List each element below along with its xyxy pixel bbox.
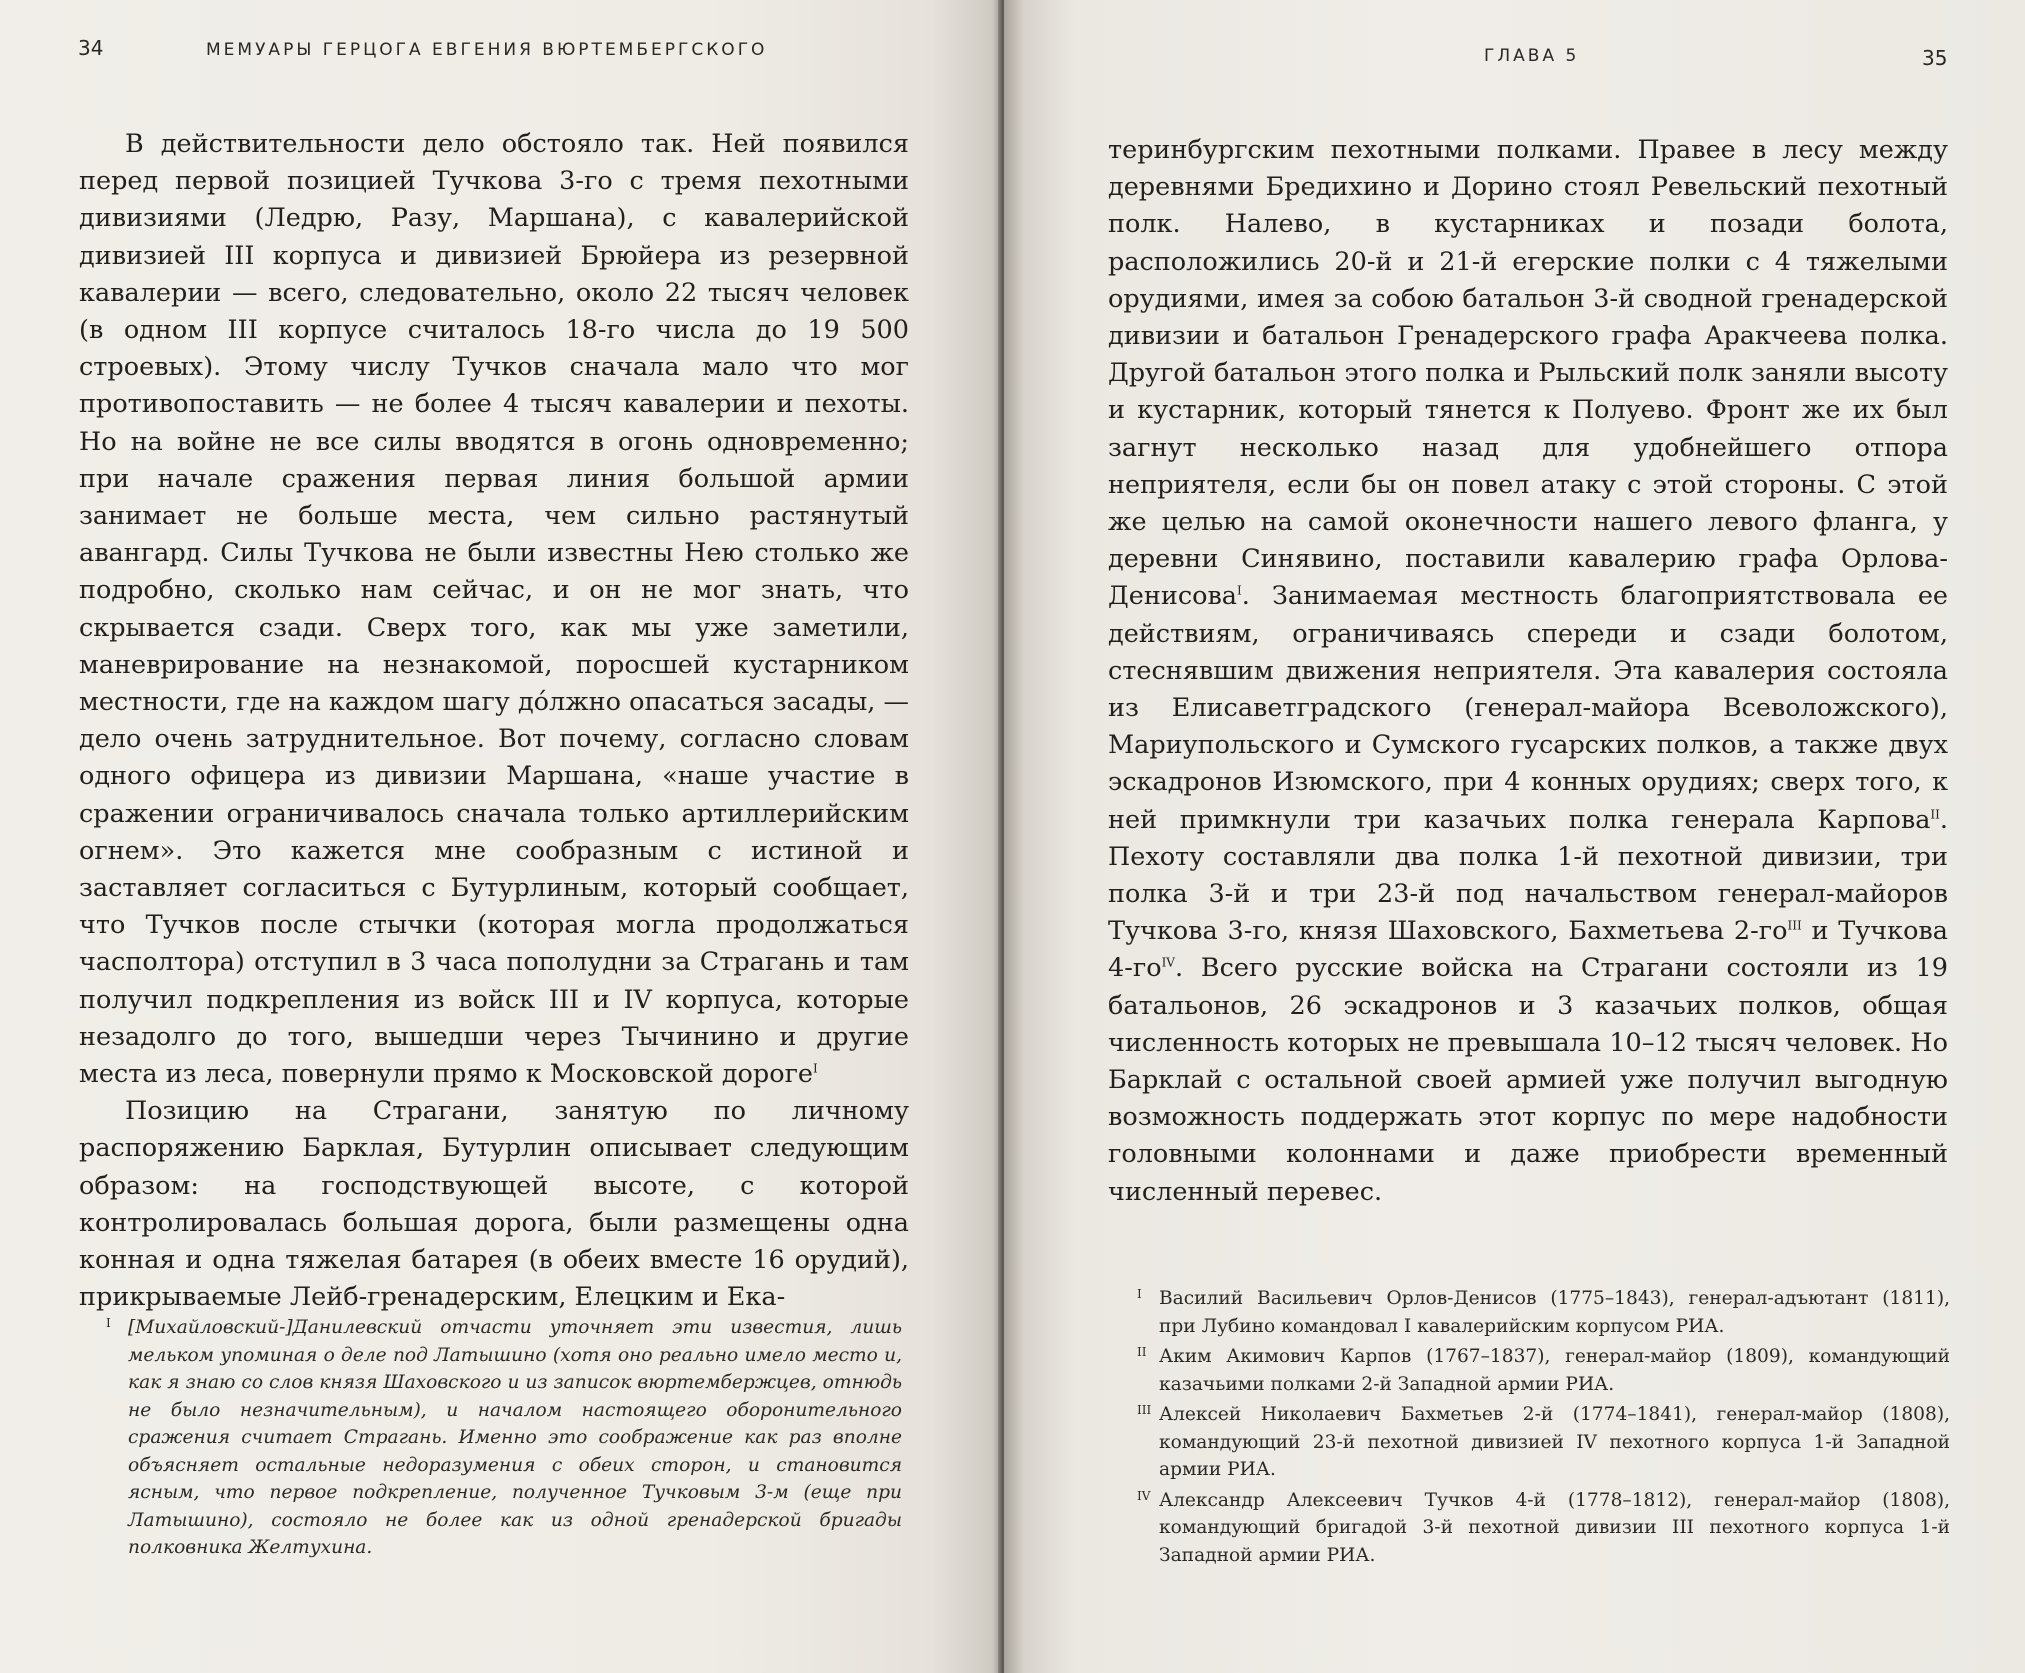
footnote-ref: II [1930, 807, 1940, 822]
footnote-text: Василий Васильевич Орлов-Денисов (1775–1843), генерал-адъютант (1811), при Лубино командовал I кавалерийским корпусом РИА. [1159, 1288, 1950, 1337]
footnote [1137, 1401, 1950, 1484]
paragraph: Позицию на Страгани, занятую по личному распоряжению Барклая, Бутурлин описывает следующим образом: на господствующей высоте, с которой контролировалась большая дорога, были размещены одна конная и одна тяжелая батарея (в обеих вместе 16 орудий), прикрываемые Лейб-гренадерским, Елецким и Ека- [79, 1096, 909, 1313]
footnote-mark: I [106, 1316, 111, 1330]
main-text [1108, 132, 1948, 1211]
left-page [0, 0, 1002, 1673]
footnote-text: Алексей Николаевич Бахметьев 2-й (1774–1841), генерал-майор (1808), командующий 23-й пехотной дивизией IV пехотного корпуса 1-й Западной армии РИА. [1159, 1404, 1950, 1480]
running-head: МЕМУАРЫ ГЕРЦОГА ЕВГЕНИЯ ВЮРТЕМБЕРГСКОГО [206, 40, 768, 60]
page-number: 34 [78, 36, 104, 60]
footnote-text: Александр Алексеевич Тучков 4-й (1778–1812), генерал-майор (1808), командующий бригадой 3-й пехотной дивизии III пехотного корпуса 1-й Западной армии РИА. [1159, 1489, 1950, 1566]
footnotes [106, 1314, 902, 1562]
footnote [106, 1314, 902, 1562]
footnote-text: [Михайловский-]Данилевский отчасти уточняет эти известия, лишь мельком упоминая о деле под Латышино (хотя оно реально имело место и, как я знаю со слов князя Шаховского и из записок вюртембержцев, отнюдь не было незначительным), и началом настоящего оборонительного сражения считает Страгань. Именно это соображение как раз вполне объясняет остальные недоразумения с обеих сторон, и становится ясным, что первое подкрепление, полученное Тучковым 3-м (еще при Латышино), состояло не более как из одной гренадерской бригады полковника Желтухина. [128, 1317, 902, 1558]
paragraph: В действительности дело обстояло так. Ней появился перед первой позицией Тучкова 3-го с тремя пехотными дивизиями (Ледрю, Разу, Маршана), с кавалерийской дивизией III корпуса и дивизией Брюйера из резервной кавалерии — всего, следовательно, около 22 тысяч человек (в одном III корпусе считалось 18-го числа до 19 500 строевых). Этому числу Тучков сначала мало что мог противопоставить — не более 4 тысяч кавалерии и пехоты. Но на войне не все силы вводятся в огонь одновременно; при начале сражения первая линия большой армии занимает не больше места, чем сильно растянутый авангард. Силы Тучкова не были известны Нею столько же подробно, сколько нам сейчас, и он не мог знать, что скрывается сзади. Сверх того, как мы уже заметили, маневрирование на незнакомой, поросшей кустарником местности, где на каждом шагу до́лжно опасаться засады, — дело очень затруднительное. Вот почему, согласно словам одного офицера из дивизии Маршана, «наше участие в сражении ограничивалось сначала только артиллерийским огнем». Это кажется мне сообразным с истиной и заставляет согласиться с Бутурлиным, который сообщает, что Тучков после стычки (которая могла продолжаться часполтора) отступил в 3 часа пополудни за Страгань и там получил подкрепления из войск III и IV корпуса, которые незадолго до того, вышедши через Тычинино и другие места из леса, повернули прямо к Московской дороге$^I$ [79, 129, 909, 1090]
footnote [1137, 1343, 1950, 1398]
footnote-ref: IV [1161, 955, 1175, 970]
footnote [1137, 1487, 1950, 1570]
footnote-ref: III [1787, 918, 1802, 933]
footnote [1137, 1285, 1950, 1340]
footnote-mark: II [1137, 1345, 1147, 1359]
right-page [1004, 0, 2025, 1673]
footnote-mark: III [1137, 1403, 1152, 1417]
footnote-text: Аким Акимович Карпов (1767–1837), генерал-майор (1809), командующий казачьими полками 2-й Западной армии РИА. [1159, 1346, 1950, 1395]
paragraph: теринбургским пехотными полками. Правее в лесу между деревнями Бредихино и Дорино стоял Ревельский пехотный полк. Налево, в кустарниках и позади болота, расположились 20-й и 21-й егерские полки с 4 тяжелыми орудиями, имея за собою батальон 3-й сводной гренадерской дивизии и батальон Гренадерского графа Аракчеева полка. Другой батальон этого полка и Рыльский полк заняли высоту и кустарник, который тянется к Полуево. Фронт же их был загнут несколько назад для удобнейшего отпора неприятеля, если бы он повел атаку с этой стороны. С этой же целью на самой оконечности нашего левого фланга, у деревни Синявино, поставили кавалерию графа Орлова-Денисова$^I$. Занимаемая местность благоприятствовала ее действиям, ограничиваясь спереди и сзади болотом, стеснявшим движения неприятеля. Эта кавалерия состояла из Елисаветградского (генерал-майора Всеволожского), Мариупольского и Сумского гусарских полков, а также двух эскадронов Изюмского, при 4 конных орудиях; сверх того, к ней примкнули три казачьих полка генерала Карпова$^{II}$. Пехоту составляли два полка 1-й пехотной дивизии, три полка 3-й и три 23-й под начальством генерал-майоров Тучкова 3-го, князя Шаховского, Бахметьева $2-го^{III}$ и Тучкова $4-го^{IV}$. Всего русские войска на Страгани состояли из 19 батальонов, 26 эскадронов и 3 казачьих полков, общая численность которых не превышала 10–12 тысяч человек. Но Барклай с остальной своей армией уже получил выгодную возможность поддержать этот корпус по мере надобности головными колоннами и даже приобрести временный численный перевес. [1108, 135, 1948, 1207]
page-number: 35 [1922, 46, 1948, 70]
footnote-ref: I [1237, 583, 1242, 598]
footnote-mark: IV [1137, 1488, 1151, 1503]
footnote-mark: I [1137, 1287, 1142, 1301]
running-head: ГЛАВА 5 [1484, 46, 1580, 66]
main-text [79, 126, 909, 1317]
footnote-ref: I [813, 1061, 818, 1076]
show-through-text [1236, 48, 1246, 76]
footnotes [1137, 1285, 1950, 1572]
